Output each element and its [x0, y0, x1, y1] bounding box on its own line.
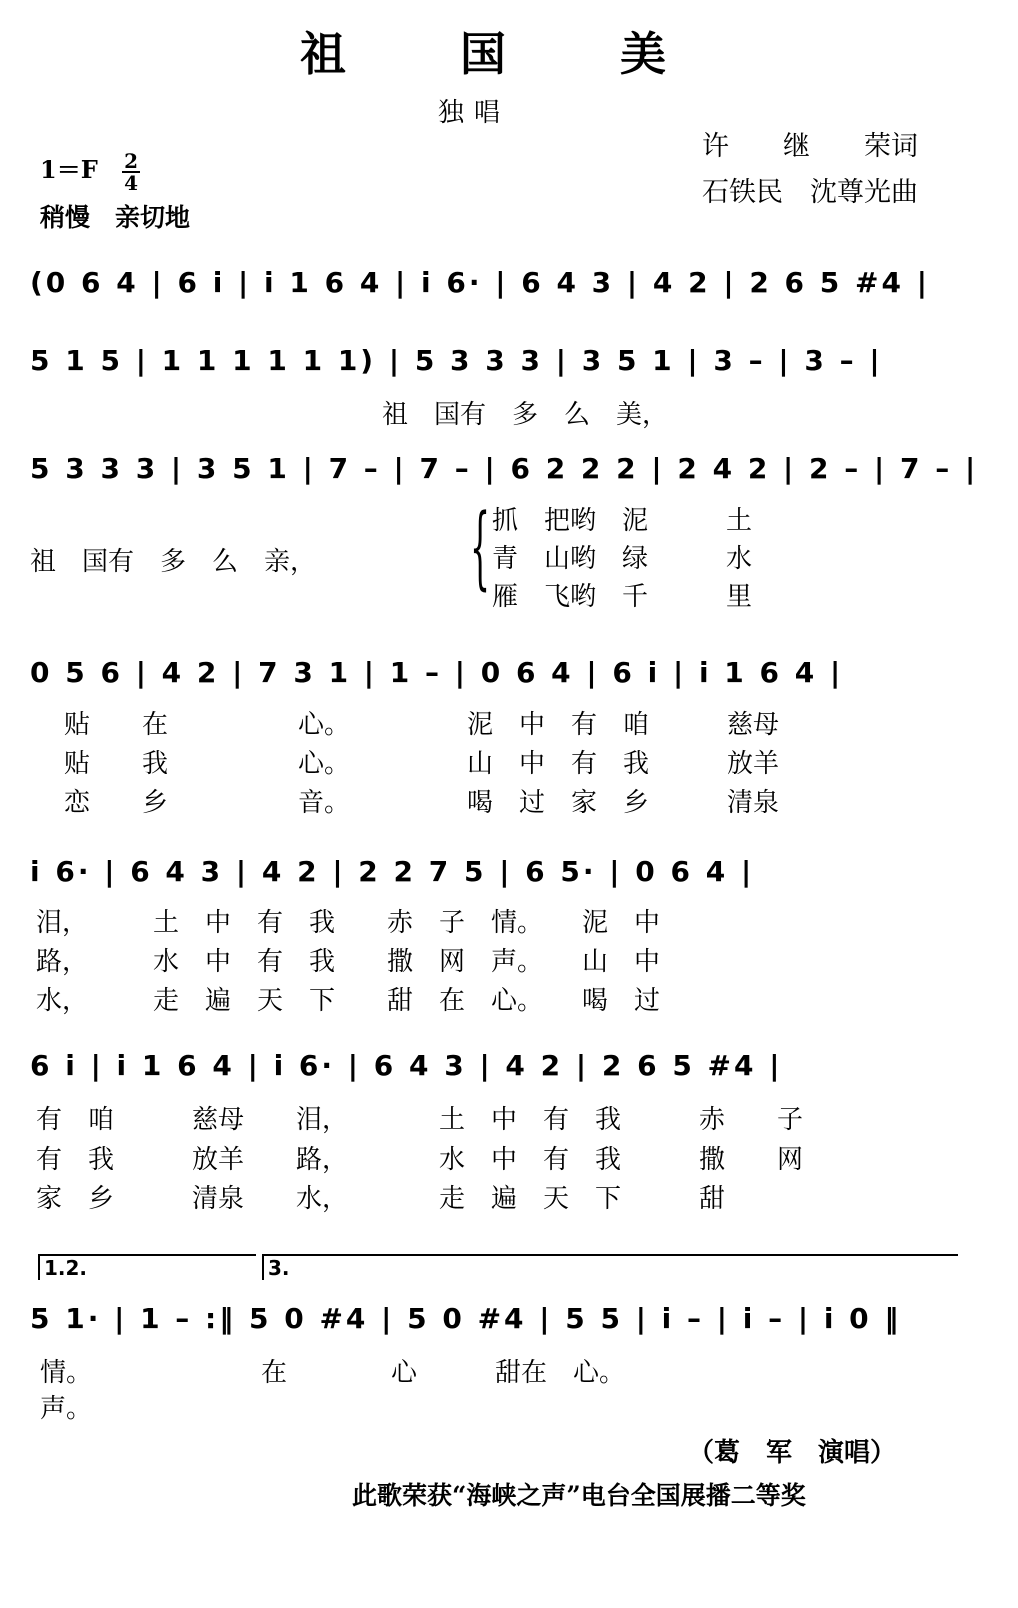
notation-row: 0 5 6 | 4 2 | 7 3 1 | 1 – | 0 6 4 | 6 i | i 1 6 4 | [30, 656, 844, 689]
lyric-line: 有 咱 慈母 泪， 土 中 有 我 赤 子 [36, 1105, 804, 1135]
lyric-line: 水， 走 遍 天 下 甜 在 心。 喝 过 [36, 986, 661, 1016]
notation-row: 5 3 3 3 | 3 5 1 | 7 – | 7 – | 6 2 2 2 | 2 4 2 | 2 – | 7 – | [30, 452, 979, 485]
subtitle: 独唱 [438, 98, 511, 128]
key-signature: $1=F \frac{2}{4}$ [40, 150, 140, 193]
lyric-line: 祖 国有 多 么 美， [382, 400, 669, 430]
lyric-line: 抓 把哟 泥 土 [492, 506, 753, 536]
lyric-line: 雁 飞哟 千 里 [492, 582, 753, 612]
lyric-line: 恋 乡 音。 喝 过 家 乡 清泉 [64, 788, 780, 818]
lyric-line: 祖 国有 多 么 亲， [30, 547, 317, 577]
notation-row: 5 1· | 1 – :‖ 5 0 #4 | 5 0 #4 | 5 5 | i – | i – | i 0 ‖ [30, 1302, 902, 1335]
award-note: 此歌荣获“海峡之声”电台全国展播二等奖 [352, 1481, 806, 1510]
lyric-line: 家 乡 清泉 水， 走 遍 天 下 甜 [36, 1184, 726, 1214]
first-ending-label: 1.2. [38, 1254, 256, 1280]
notation-row: 6 i | i 1 6 4 | i 6· | 6 4 3 | 4 2 | 2 6 5 #4 | [30, 1049, 783, 1082]
verse-brace: { [470, 495, 491, 600]
lyric-line: 贴 在 心。 泥 中 有 咱 慈母 [64, 710, 780, 740]
composer-credit: 石铁民 沈尊光曲 [702, 177, 918, 208]
tempo-marking: 稍慢 亲切地 [40, 203, 191, 232]
lyricist-credit: 许 继 荣词 [702, 131, 918, 162]
lyric-line: 青 山哟 绿 水 [492, 544, 753, 574]
second-ending-label: 3. [262, 1254, 958, 1280]
lyric-line: 贴 我 心。 山 中 有 我 放羊 [64, 749, 780, 779]
performer-credit: （葛 军 演唱） [688, 1438, 897, 1468]
lyric-line: 泪， 土 中 有 我 赤 子 情。 泥 中 [36, 908, 661, 938]
notation-row: 5 1 5 | 1 1 1 1 1 1) | 5 3 3 3 | 3 5 1 | 3 – | 3 – | [30, 344, 883, 377]
lyric-line: 声。 [40, 1394, 93, 1424]
time-signature: $\frac{2}{4}$ [122, 151, 140, 193]
song-title: 祖 国 美 [300, 27, 668, 81]
lyric-line: 情。 在 心 甜在 心。 [40, 1358, 626, 1388]
lyric-line: 有 我 放羊 路， 水 中 有 我 撒 网 [36, 1145, 804, 1175]
notation-row: i 6· | 6 4 3 | 4 2 | 2 2 7 5 | 6 5· | 0 6 4 | [30, 855, 755, 888]
notation-row: (0 6 4 | 6 i | i 1 6 4 | i 6· | 6 4 3 | 4 2 | 2 6 5 #4 | [30, 266, 930, 299]
lyric-line: 路， 水 中 有 我 撒 网 声。 山 中 [36, 947, 661, 977]
